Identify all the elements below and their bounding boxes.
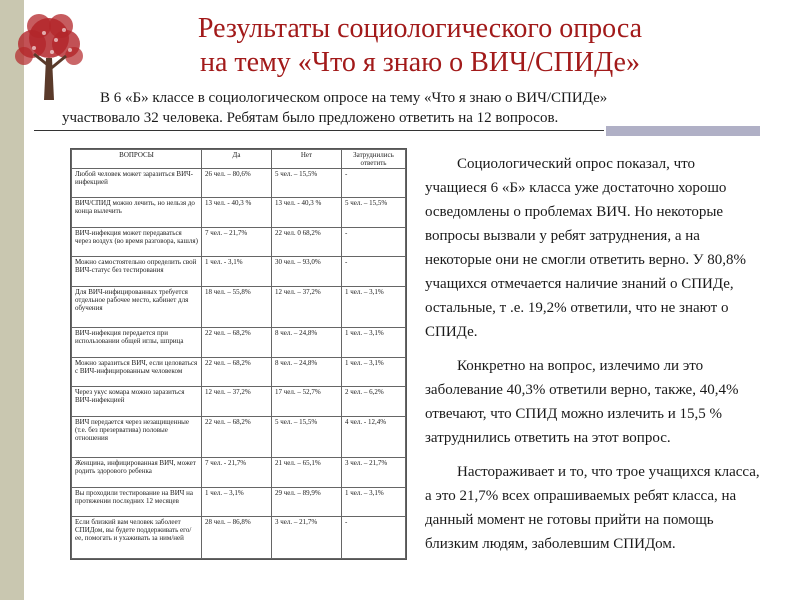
cell-no: 22 чел. 0 68,2% [272,227,342,256]
cell-no: 17 чел. – 52,7% [272,387,342,416]
cell-yes: 13 чел. - 40,3 % [202,198,272,227]
header-unsure: Затруднились ответить [342,150,406,169]
header-questions: ВОПРОСЫ [72,150,202,169]
cell-yes: 22 чел. – 68,2% [202,357,272,386]
table-row [72,416,406,458]
cell-unsure: 1 чел. – 3,1% [342,286,406,328]
header-no: Нет [272,150,342,169]
cell-yes: 7 чел. – 21,7% [202,227,272,256]
intro-line-2: участвовало 32 человека. Ребятам было предложено ответить на 12 вопросов. [62,110,559,126]
cell-unsure: 4 чел. - 12,4% [342,416,406,458]
cell-no: 5 чел. – 15,5% [272,169,342,198]
table-row [72,227,406,256]
cell-question: ВИЧ передается через незащищенные (т.е. без презерватива) половые отношения [72,416,202,458]
summary-paragraph-1: Социологический опрос показал, что учащиеся 6 «Б» класса уже достаточно хорошо осведомлены о проблемах ВИЧ. Но некоторые вопросы вызвали у ребят затруднения, а на некоторые они не смогли ответить верно. У 80,8% учащихся отмечается наличие знаний о СПИДе, остальные, т .е. 19,2% ответили, что не знают о СПИДе. [425,156,746,340]
cell-no: 5 чел. – 15,5% [272,416,342,458]
cell-question: Можно заразиться ВИЧ, если целоваться с ВИЧ-инфицированным человеком [72,357,202,386]
table-row [72,517,406,559]
cell-unsure: 3 чел. – 21,7% [342,458,406,487]
summary-text [425,152,760,566]
title-line-1: Результаты социологического опроса [197,13,643,44]
cell-question: ВИЧ-инфекция передается при использовании общей иглы, шприца [72,328,202,357]
cell-no: 30 чел. – 93,0% [272,257,342,286]
cell-no: 8 чел. – 24,8% [272,328,342,357]
table-header-row [72,150,406,169]
cell-question: ВИЧ/СПИД можно лечить, но нельзя до конца вылечить [72,198,202,227]
cell-no: 8 чел. – 24,8% [272,357,342,386]
cell-yes: 28 чел. – 86,8% [202,517,272,559]
summary-paragraph-3: Настораживает и то, что трое учащихся класса, а это 21,7% всех опрашиваемых ребят класса, на данный момент не готовы прийти на помощь близким людям, заболевшим СПИДом. [425,464,760,552]
summary-paragraph-2: Конкретно на вопрос, излечимо ли это заболевание 40,3% ответили верно, также, 40,4% отвечают, что СПИД можно излечить и 15,5 % затруднились ответить на этот вопрос. [425,358,739,446]
table-row [72,169,406,198]
cell-unsure: - [342,517,406,559]
divider-line [34,130,604,131]
table-row [72,387,406,416]
cell-question: Если близкий вам человек заболеет СПИДом, вы будете поддерживать его/ее, помогать и ухаживать за ним/ней [72,517,202,559]
cell-yes: 1 чел. – 3,1% [202,487,272,516]
cell-unsure: - [342,227,406,256]
cell-yes: 7 чел. - 21,7% [202,458,272,487]
cell-question: Вы проходили тестирование на ВИЧ на протяжении последних 12 месяцев [72,487,202,516]
cell-question: Через укус комара можно заразиться ВИЧ-инфекцией [72,387,202,416]
cell-yes: 12 чел. – 37,2% [202,387,272,416]
survey-table-container [70,148,407,560]
survey-table [71,149,406,559]
cell-unsure: 1 чел. – 3,1% [342,357,406,386]
table-row [72,458,406,487]
cell-question: Женщина, инфицированная ВИЧ, может родить здорового ребенка [72,458,202,487]
cell-unsure: 1 чел. – 3,1% [342,328,406,357]
cell-no: 13 чел. - 40,3 % [272,198,342,227]
cell-no: 3 чел. – 21,7% [272,517,342,559]
cell-no: 29 чел. – 89,9% [272,487,342,516]
intro-text [62,88,722,128]
table-row [72,198,406,227]
cell-unsure: 5 чел. – 15,5% [342,198,406,227]
table-row [72,357,406,386]
table-row [72,328,406,357]
table-row [72,487,406,516]
page-title [110,12,730,80]
cell-no: 12 чел. – 37,2% [272,286,342,328]
table-row [72,286,406,328]
cell-no: 21 чел. – 65,1% [272,458,342,487]
cell-yes: 22 чел. – 68,2% [202,328,272,357]
cell-yes: 1 чел. - 3,1% [202,257,272,286]
table-row [72,257,406,286]
cell-unsure: - [342,169,406,198]
title-line-2: на тему «Что я знаю о ВИЧ/СПИДе» [200,47,640,78]
intro-line-1: В 6 «Б» классе в социологическом опросе на тему «Что я знаю о ВИЧ/СПИДе» [100,90,608,106]
cell-unsure: 1 чел. – 3,1% [342,487,406,516]
cell-question: Любой человек может заразиться ВИЧ-инфекцией [72,169,202,198]
cell-unsure: 2 чел. – 6,2% [342,387,406,416]
header-yes: Да [202,150,272,169]
cell-yes: 18 чел. – 55,8% [202,286,272,328]
cell-question: ВИЧ-инфекция может передаваться через воздух (во время разговора, кашля) [72,227,202,256]
cell-yes: 22 чел. – 68,2% [202,416,272,458]
cell-unsure: - [342,257,406,286]
cell-question: Для ВИЧ-инфицированных требуется отдельное рабочее место, кабинет для обучения [72,286,202,328]
divider-accent [606,126,760,136]
cell-question: Можно самостоятельно определить свой ВИЧ-статус без тестирования [72,257,202,286]
cell-yes: 26 чел. – 80,6% [202,169,272,198]
